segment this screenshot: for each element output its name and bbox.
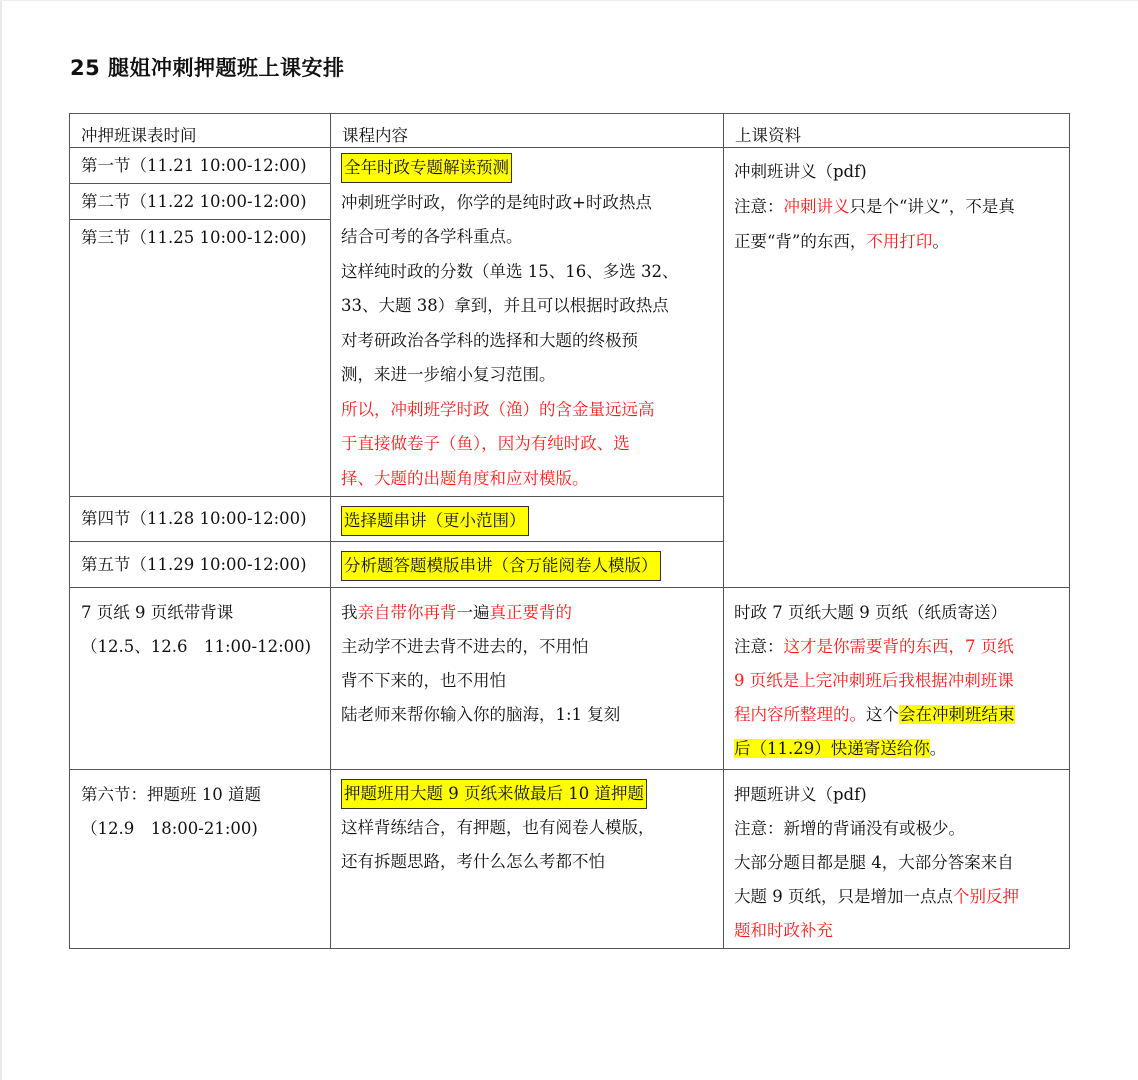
final-resource-note-1: 注意：新增的背诵没有或极少。 [734,819,965,838]
page-title: 25 腿姐冲刺押题班上课安排 [70,56,345,80]
block1-red-line-3: 择、大题的出题角度和应对模版。 [341,468,589,488]
paper-time-line-2: （12.5、12.6 11:00-12:00) [81,637,312,656]
header-time: 冲押班课表时间 [70,114,331,148]
block1-line-3: 这样纯时政的分数（单选 15、16、多选 32、 [341,261,679,281]
left-frame-edge [0,0,2,1080]
final-resource-note-2: 大部分题目都是腿 4，大部分答案来自 [734,853,1014,872]
paper-content-line-3: 背不下来的，也不用怕 [341,671,506,690]
final-content-line-2: 还有拆题思路，考什么怎么考都不怕 [341,852,605,871]
block1-line-2: 结合可考的各学科重点。 [341,227,523,246]
block1-red-line-2: 于直接做卷子（鱼），因为有纯时政、选 [341,434,630,453]
final-resource-note-4: 题和时政补充 [734,921,833,940]
block1-content-cell [331,148,724,497]
session-5-content-cell [331,542,724,588]
paper-resource-note-4: 后（11.29）快递寄送给你。 [734,739,947,758]
sessions-1-3-cell [70,148,331,497]
session-5-time: 第五节（11.29 10:00-12:00) [81,555,307,574]
paper-content-line-1: 我亲自带你再背一遍真正要背的 [341,603,572,622]
paper-content-cell [331,588,724,770]
header-content: 课程内容 [331,114,724,148]
session-1-time: 第一节（11.21 10:00-12:00) [70,148,330,184]
top-frame-edge [0,0,1138,1]
block1-materials-cell [724,148,1070,588]
final-content-line-1: 这样背练结合，有押题，也有阅卷人模版， [341,818,655,837]
block1-red-line-1: 所以，冲刺班学时政（渔）的含金量远远高 [341,399,655,419]
block1-resource-note-cont: 正要“背”的东西，不用打印。 [734,232,949,251]
paper-resource-note-1: 注意：这才是你需要背的东西，7 页纸 [734,637,1014,656]
final-time-cell [70,770,331,949]
paper-content-line-4: 陆老师来帮你输入你的脑海，1:1 复刻 [341,705,621,724]
paper-resource-title: 时政 7 页纸大题 9 页纸（纸质寄送） [734,603,1007,622]
session-4-time: 第四节（11.28 10:00-12:00) [81,509,307,528]
table-header-row [70,114,1070,148]
block1-resource-title: 冲刺班讲义（pdf) [734,162,867,181]
block1-line-4: 33、大题 38）拿到，并且可以根据时政热点 [341,296,669,315]
final-materials-cell [724,770,1070,949]
final-resource-title: 押题班讲义（pdf) [734,785,867,804]
session-5-time-cell [70,542,331,588]
paper-time-cell [70,588,331,770]
session-2-time: 第二节（11.22 10:00-12:00) [70,184,330,220]
block1-resource-note: 注意：冲刺讲义只是个“讲义”，不是真 [734,197,1015,216]
paper-resource-note-2: 9 页纸是上完冲刺班后我根据冲刺班课 [734,671,1014,690]
final-content-cell [331,770,724,949]
block1-line-6: 测，来进一步缩小复习范围。 [341,365,556,384]
paper-time-line-1: 7 页纸 9 页纸带背课 [81,603,234,622]
schedule-table [69,113,1070,949]
block1-highlight-title: 全年时政专题解读预测 [341,153,512,183]
session-5-content: 分析题答题模版串讲（含万能阅卷人模版） [341,551,661,581]
session-4-time-cell [70,497,331,542]
final-resource-note-3: 大题 9 页纸，只是增加一点点个别反押 [734,887,1019,906]
final-highlight-title: 押题班用大题 9 页纸来做最后 10 道押题 [341,779,647,809]
table-row [70,770,1070,949]
paper-content-line-2: 主动学不进去背不进去的，不用怕 [341,637,589,656]
session-4-content: 选择题串讲（更小范围） [341,506,529,536]
block1-line-1: 冲刺班学时政，你学的是纯时政+时政热点 [341,192,652,212]
final-time-line-2: （12.9 18:00-21:00) [81,819,258,838]
header-materials: 上课资料 [724,114,1070,148]
table-row [70,588,1070,770]
final-time-line-1: 第六节：押题班 10 道题 [81,785,261,804]
paper-resource-note-3: 程内容所整理的。这个会在冲刺班结束 [734,705,1015,724]
block1-line-5: 对考研政治各学科的选择和大题的终极预 [341,330,638,350]
session-4-content-cell [331,497,724,542]
table-row [70,148,1070,497]
session-3-time: 第三节（11.25 10:00-12:00) [81,228,307,247]
paper-materials-cell [724,588,1070,770]
